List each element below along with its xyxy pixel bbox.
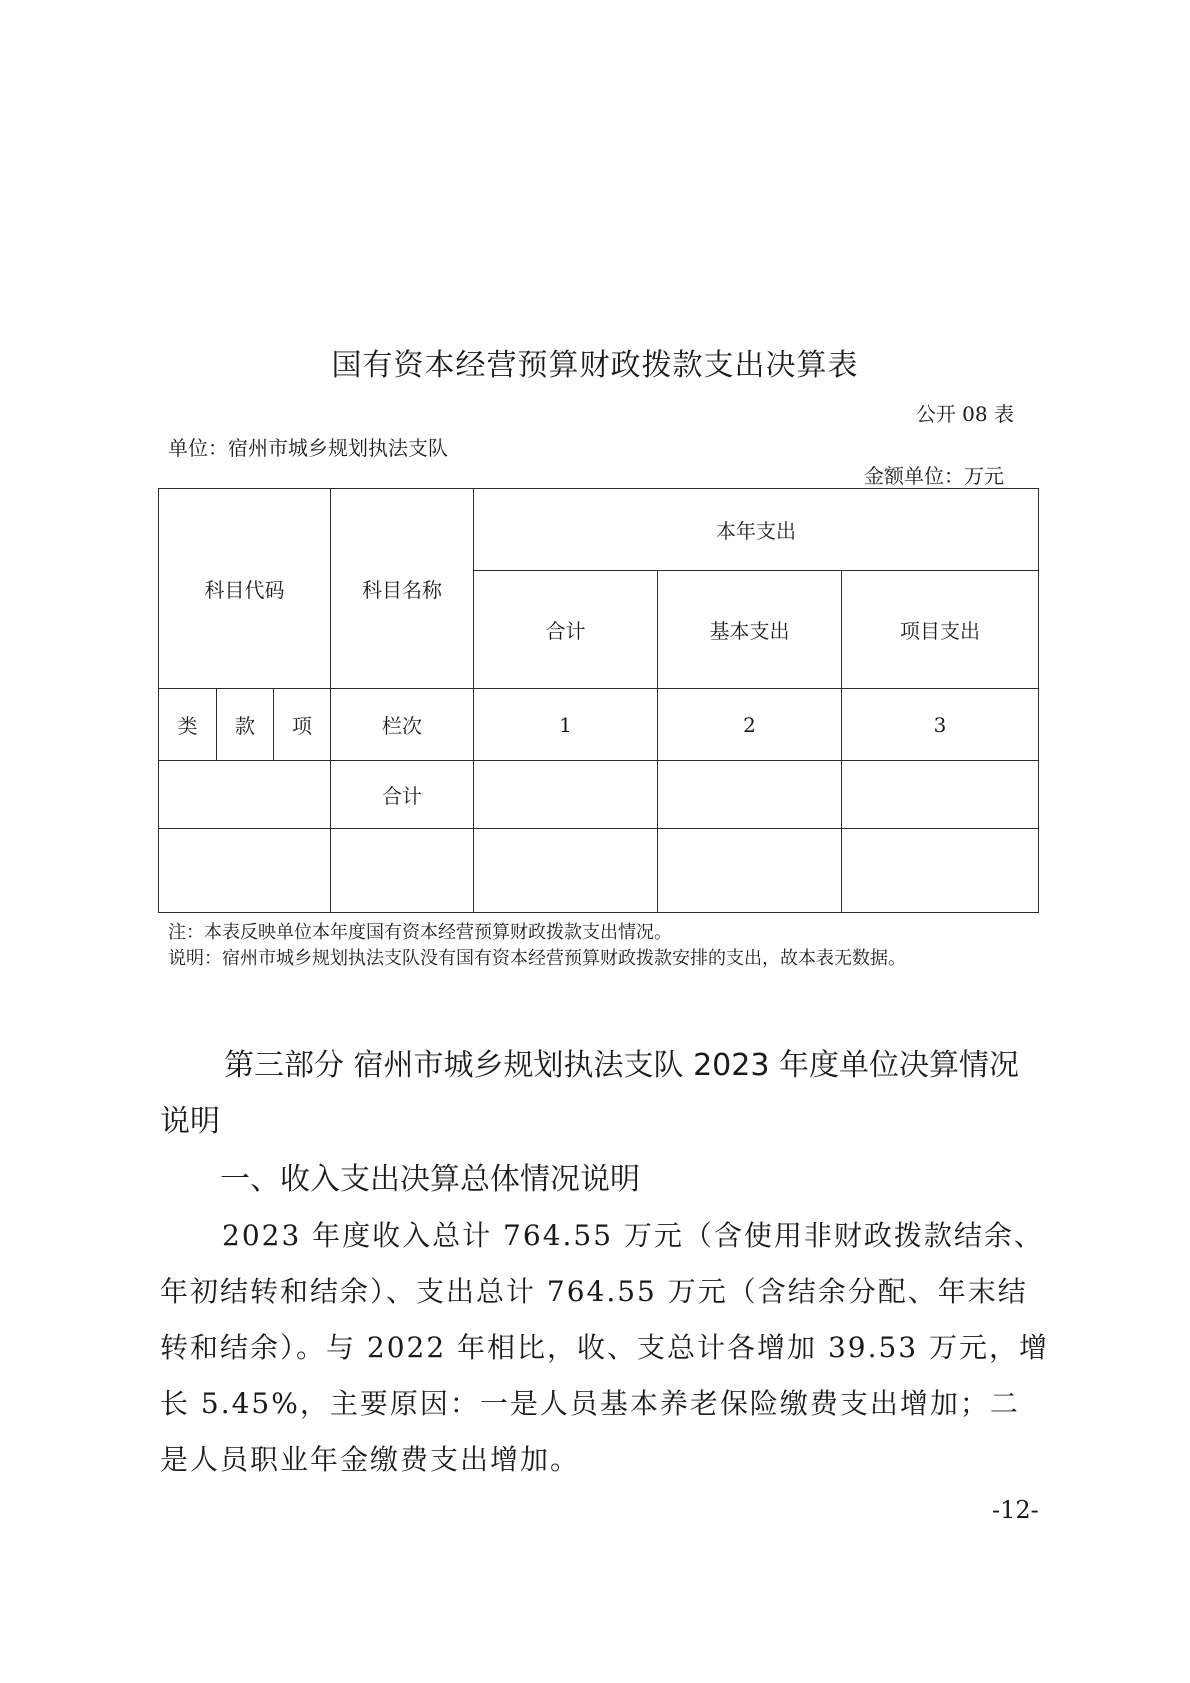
part-heading-line-1: 第三部分 宿州市城乡规划执法支队 2023 年度单位决算情况 [224, 1048, 1019, 1083]
expenditure-table [158, 488, 1039, 913]
column-number-1: 1 [474, 689, 658, 761]
empty-row-cell-3 [842, 829, 1039, 913]
empty-row-cell-2 [658, 829, 842, 913]
body-paragraph-line: 2023 年度收入总计 764.55 万元（含使用非财政拨款结余、 [222, 1219, 1044, 1252]
body-paragraph-line: 转和结余）。与 2022 年相比，收、支总计各增加 39.53 万元，增 [160, 1331, 1050, 1364]
section-heading: 一、收入支出决算总体情况说明 [220, 1162, 640, 1197]
header-lei: 类 [159, 689, 217, 761]
total-row-label: 合计 [331, 761, 474, 829]
total-row-code-cell [159, 761, 331, 829]
column-number-3: 3 [842, 689, 1039, 761]
table-explanation: 说明：宿州市城乡规划执法支队没有国有资本经营预算财政拨款安排的支出，故本表无数据。 [168, 948, 906, 969]
body-paragraph-line: 是人员职业年金缴费支出增加。 [160, 1443, 581, 1476]
body-paragraph-line: 年初结转和结余）、支出总计 764.55 万元（含结余分配、年末结 [160, 1275, 1028, 1308]
body-paragraph-line: 长 5.45%，主要原因：一是人员基本养老保险缴费支出增加；二 [160, 1387, 1020, 1420]
header-subject-code: 科目代码 [159, 489, 331, 689]
header-basic-expenditure: 基本支出 [658, 571, 842, 689]
empty-row-name-cell [331, 829, 474, 913]
empty-row-cell-1 [474, 829, 658, 913]
table-note: 注：本表反映单位本年度国有资本经营预算财政拨款支出情况。 [168, 922, 672, 943]
page-number: -12- [992, 1496, 1039, 1524]
table-row-total [159, 761, 1039, 829]
header-subject-name: 科目名称 [331, 489, 474, 689]
part-heading-line-2: 说明 [160, 1104, 220, 1139]
header-column-number: 栏次 [331, 689, 474, 761]
total-row-cell-1 [474, 761, 658, 829]
empty-row-code-cell [159, 829, 331, 913]
table-number: 公开 08 表 [915, 402, 1014, 426]
header-current-year-expenditure: 本年支出 [474, 489, 1039, 571]
table-row-empty [159, 829, 1039, 913]
total-row-cell-2 [658, 761, 842, 829]
table-title: 国有资本经营预算财政拨款支出决算表 [331, 348, 859, 383]
column-number-2: 2 [658, 689, 842, 761]
header-kuan: 款 [217, 689, 274, 761]
header-total: 合计 [474, 571, 658, 689]
header-xiang: 项 [274, 689, 331, 761]
unit-label: 单位：宿州市城乡规划执法支队 [168, 436, 448, 460]
amount-unit-label: 金额单位：万元 [864, 464, 1004, 488]
total-row-cell-3 [842, 761, 1039, 829]
header-project-expenditure: 项目支出 [842, 571, 1039, 689]
